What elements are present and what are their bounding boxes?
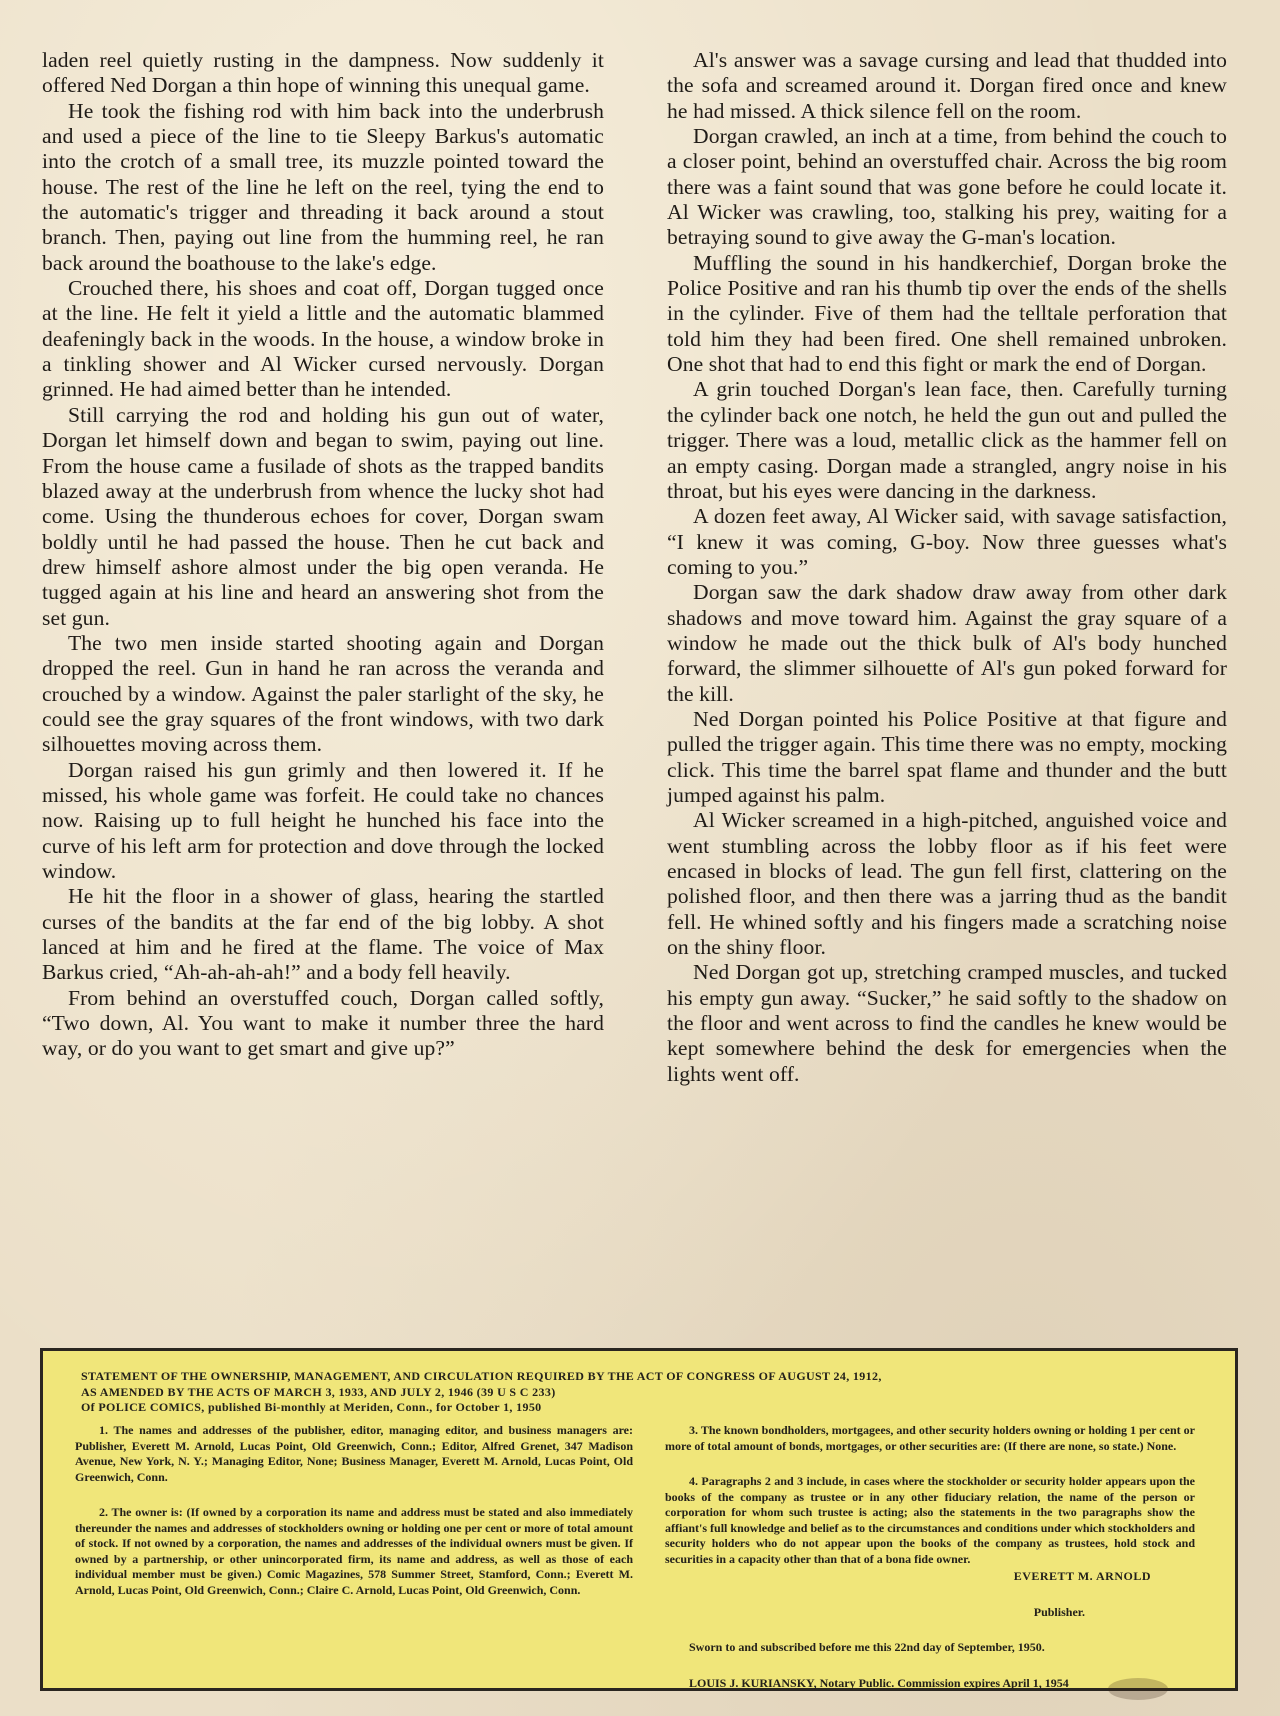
signer-name: EVERETT M. ARNOLD [1013,1569,1151,1583]
story-paragraph: The two men inside started shooting again and Dorgan dropped the reel. Gun in hand he ran across the veranda and crouched by a window. Against the paler starlight of the sky, he could see the gray squares of the front windows, with two dark silhouettes moving across them. [42,630,604,757]
sworn-line: Sworn to and subscribed before me this 22nd day of September, 1950. [689,1640,1045,1654]
ownership-statement-box [40,1348,1238,1691]
story-paragraph: laden reel quietly rusting in the dampness. Now suddenly it offered Ned Dorgan a thin hope of winning this unequal game. [42,48,604,98]
story-paragraph: Al Wicker screamed in a high-pitched, anguished voice and went stumbling across the lobby floor as if his feet were encased in blocks of lead. The gun fell first, clattering on the polished floor, and then there was a jarring thud as the bandit fell. He whined softly and his fingers made a scratching noise on the shiny floor. [667,808,1227,960]
story-paragraph: Ned Dorgan got up, stretching cramped muscles, and tucked his empty gun away. “Sucker,” he said softly to the shadow on the floor and went across to find the candles he knew would be kept somewhere behind the desk for emergencies when the lights went off. [667,960,1227,1086]
statement-item-2: 2. The owner is: (If owned by a corporation its name and address must be stated and also immediately thereunder the names and addresses of stockholders owning or holding one per cent or more of total amount of stock. If not owned by a corporation, the names and addresses of the individual owners must be given. If owned by a partnership, or other unincorporated firm, its name and address, as well as those of each individual member must be given.) Comic Magazines, 578 Summer Street, Stamford, Conn.; Everett M. Arnold, Lucas Point, Old Greenwich, Conn.; Claire C. Arnold, Lucas Point, Old Greenwich, Conn. [75,1505,633,1597]
story-paragraph: Dorgan raised his gun grimly and then lowered it. If he missed, his whole game was forfeit. He could take no chances now. Raising up to full height he hunched his face into the curve of his left arm for protection and dove through the locked window. [42,757,604,883]
statement-column-right [665,1423,1195,1711]
story-paragraph: He hit the floor in a shower of glass, hearing the startled curses of the bandits at the far end of the big lobby. A shot lanced at him and he fired at the flame. The voice of Max Barkus cried, “Ah-ah-ah-ah!” and a body fell heavily. [42,884,604,985]
story-paragraph: Al's answer was a savage cursing and lead that thudded into the sofa and screamed around it. Dorgan fired once and knew he had missed. A thick silence fell on the room. [667,48,1227,123]
statement-column-left [75,1423,633,1618]
story-paragraph: From behind an overstuffed couch, Dorgan called softly, “Two down, Al. You want to make it number three the hard way, or do you want to get smart and give up?” [42,985,604,1061]
story-paragraph: A dozen feet away, Al Wicker said, with savage satisfaction, “I knew it was coming, G-boy. Now three guesses what's coming to you.” [667,504,1227,579]
story-column-right [667,48,1227,1087]
story-paragraph: Dorgan saw the dark shadow draw away from other dark shadows and move toward him. Against the gray square of a window he made out the thick bulk of Al's body hunched forward, the slimmer silhouette of Al's gun poked forward for the kill. [667,580,1227,706]
statement-item-3: 3. The known bondholders, mortgagees, and other security holders owning or holding 1 per cent or more of total amount of bonds, mortgages, or other securities are: (If there are none, so state.) None. [665,1423,1195,1453]
statement-heading [81,1369,1201,1416]
statement-item-1: 1. The names and addresses of the publisher, editor, managing editor, and business managers are: Publisher, Everett M. Arnold, Lucas Point, Old Greenwich, Conn.; Editor, Alfred Grenet, 347 Madison Avenue, New York, N. Y.; Managing Editor, None; Business Manager, Everett M. Arnold, Lucas Point, Old Greenwich, Conn. [75,1423,633,1484]
story-paragraph: A grin touched Dorgan's lean face, then. Carefully turning the cylinder back one notch, he held the gun out and pulled the trigger. There was a loud, metallic click as the hammer fell on an empty casing. Dorgan made a strangled, angry noise in his throat, but his eyes were dancing in the darkness. [667,377,1227,503]
story-paragraph: Crouched there, his shoes and coat off, Dorgan tugged once at the line. He felt it yield a little and the automatic blammed deafeningly back in the woods. In the house, a window broke in a tinkling shower and Al Wicker cursed nervously. Dorgan grinned. He had aimed better than he intended. [42,276,604,402]
story-paragraph: Muffling the sound in his handkerchief, Dorgan broke the Police Positive and ran his thumb tip over the ends of the shells in the cylinder. Five of them had the telltale perforation that told him they had been fired. One shell remained unbroken. One shot that had to end this fight or mark the end of Dorgan. [667,250,1227,377]
notary-line: LOUIS J. KURIANSKY, Notary Public. Commission expires April 1, 1954 [689,1675,1069,1690]
statement-heading-line: STATEMENT OF THE OWNERSHIP, MANAGEMENT, AND CIRCULATION REQUIRED BY THE ACT OF CONGRESS OF AUGUST 24, 1912, [81,1369,882,1383]
statement-item-4: 4. Paragraphs 2 and 3 include, in cases where the stockholder or security holder appears upon the books of the company as trustee or in any other fiduciary relation, the name of the person or corporation for whom such trustee is acting; also the statements in the two paragraphs show the affiant's full knowledge and belief as to the circumstances and conditions under which stockholders and security holders who do not appear upon the books of the company as trustees, hold stock and securities in a capacity other than that of a bona fide owner. [665,1474,1195,1566]
statement-heading-line: Of POLICE COMICS, published Bi-monthly at Meriden, Conn., for October 1, 1950 [81,1400,542,1414]
story-paragraph: Ned Dorgan pointed his Police Positive at that figure and pulled the trigger again. This time there was no empty, mocking click. This time the barrel spat flame and thunder and the butt jumped against his palm. [667,706,1227,807]
ink-smudge [1108,1678,1168,1700]
story-column-left [42,48,604,1062]
signer-title: Publisher. [1033,1604,1085,1619]
story-paragraph: Dorgan crawled, an inch at a time, from behind the couch to a closer point, behind an overstuffed chair. Across the big room there was a faint sound that was gone before he could locate it. Al Wicker was crawling, too, stalking his prey, waiting for a betraying sound to give away the G-man's location. [667,124,1227,250]
statement-heading-line: AS AMENDED BY THE ACTS OF MARCH 3, 1933, AND JULY 2, 1946 (39 U S C 233) [81,1384,556,1399]
story-paragraph: Still carrying the rod and holding his gun out of water, Dorgan let himself down and began to swim, paying out line. From the house came a fusilade of shots as the trapped bandits blazed away at the underbrush from whence the lucky shot had come. Using the thunderous echoes for cover, Dorgan swam boldly until he had passed the house. Then he cut back and drew himself ashore almost under the big open veranda. He tugged again at his line and heard an answering shot from the set gun. [42,402,604,630]
story-paragraph: He took the fishing rod with him back into the underbrush and used a piece of the line to tie Sleepy Barkus's automatic into the crotch of a small tree, its muzzle pointed toward the house. The rest of the line he left on the reel, tying the end to the automatic's trigger and threading it back around a stout branch. Then, paying out line from the humming reel, he ran back around the boathouse to the lake's edge. [42,98,604,275]
